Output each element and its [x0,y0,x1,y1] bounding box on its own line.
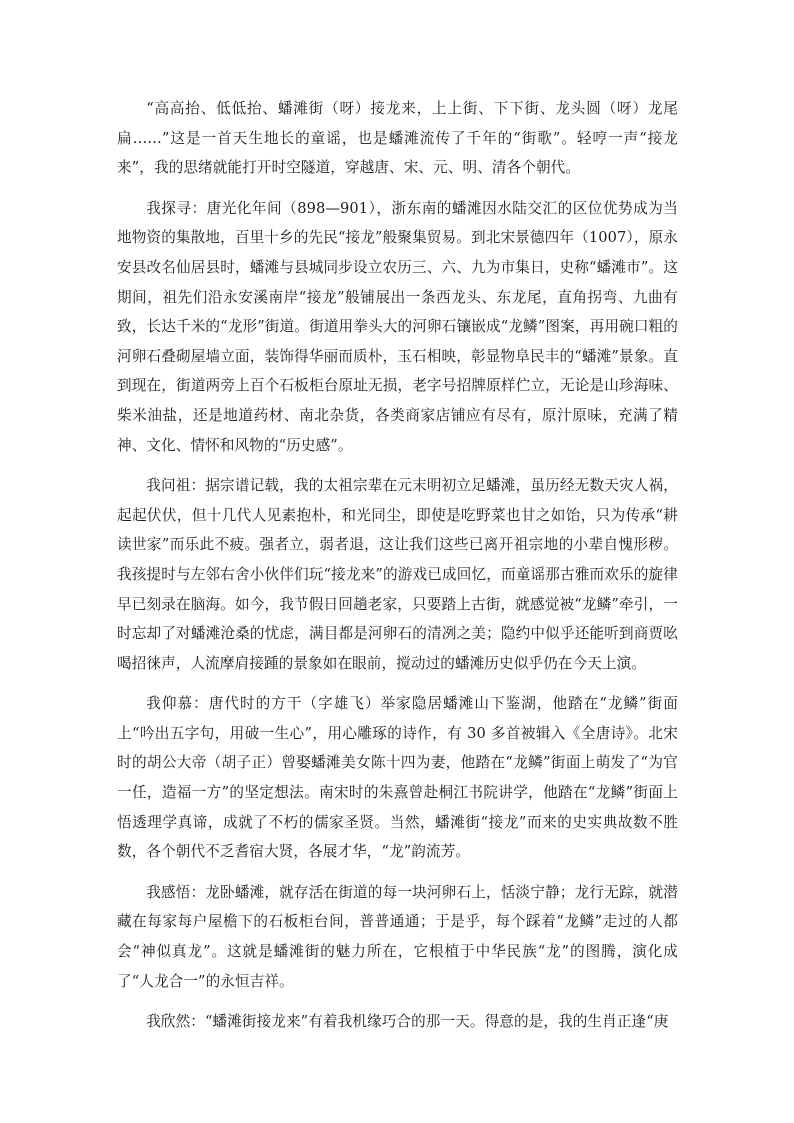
paragraph-intro-ballad: “高高抬、低低抬、蟠滩街（呀）接龙来，上上街、下下街、龙头圆（呀）龙尾扁……”这是一首天生地长的童谣，也是蟠滩流传了千年的“街歌”。轻哼一声“接龙来”，我的思绪就能打开时空隧道，穿越唐、宋、元、明、清各个朝代。 [117,100,678,177]
paragraph-gladness: 我欣然：“蟠滩街接龙来”有着我机缘巧合的那一天。得意的是，我的生肖正逢“庚 [146,1013,669,1031]
paragraph-explore-history: 我探寻：唐光化年间（898—901），浙东南的蟠滩因水陆交汇的区位优势成为当地物资的集散地，百里十乡的先民“接龙”般聚集贸易。到北宋景德四年（1007），原永安县改名仙居县时，蟠滩与县城同步设立农历三、六、九为市集日，史称“蟠滩市”。这期间，祖先们沿永安溪南岸“接龙”般铺展出一条西龙头、东龙尾，直角拐弯、九曲有致，长达千米的“龙形”街道。街道用拳头大的河卵石镶嵌成“龙鳞”图案，再用碗口粗的河卵石叠砌屋墙立面，装饰得华丽而质朴，玉石相映，彰显物阜民丰的“蟠滩”景象。直到现在，街道两旁上百个石板柜台原址无损，老字号招牌原样伫立，无论是山珍海味、柴米油盐，还是地道药材、南北杂货，各类商家店铺应有尽有，原汁原味，充满了精神、文化、情怀和风物的“历史感”。 [117,199,678,454]
paragraph-ask-ancestors: 我问祖：据宗谱记载，我的太祖宗辈在元末明初立足蟠滩，虽历经无数天灾人祸，起起伏伏，但十几代人见素抱朴，和光同尘，即使是吃野菜也甘之如饴，只为传承“耕读世家”而乐此不疲。强者立，弱者退，这让我们这些已离开祖宗地的小辈自愧形秽。我孩提时与左邻右舍小伙伴们玩“接龙来”的游戏已成回忆，而童谣那古雅而欢乐的旋律早已刻录在脑海。如今，我节假日回趟老家，只要踏上古街，就感觉被“龙鳞”牵引，一时忘却了对蟠滩沧桑的忧虑，满目都是河卵石的清冽之美；隐约中似乎还能听到商贾吆喝招徕声，人流摩肩接踵的景象如在眼前，搅动过的蟠滩历史似乎仍在今天上演。 [117,477,678,672]
paragraph-reflection: 我感悟：龙卧蟠滩，就存活在街道的每一块河卵石上，恬淡宁静；龙行无踪，就潜藏在每家每户屋檐下的石板柜台间，普普通通；于是乎，每个踩着“龙鳞”走过的人都会“神似真龙”。这就是蟠滩街的魅力所在，它根植于中华民族“龙”的图腾，演化成了“人龙合一”的永恒吉祥。 [117,883,678,990]
paragraph-admire-sages: 我仰慕：唐代时的方干（字雄飞）举家隐居蟠滩山下鉴湖，他踏在“龙鳞”街面上“吟出五字句，用破一生心”，用心雕琢的诗作，有 30 多首被辑入《全唐诗》。北宋时的胡公大帝（胡子正）曾娶蟠滩美女陈十四为妻，他踏在“龙鳞”街面上萌发了“为官一任，造福一方”的坚定想法。南宋时的朱熹曾赴桐江书院讲学，他踏在“龙鳞”街面上悟透理学真谛，成就了不朽的儒家圣贤。当然，蟠滩街“接龙”而来的史实典故数不胜数，各个朝代不乏耆宿大贤，各展才华，“龙”韵流芳。 [117,695,678,861]
document-page [117,94,678,1048]
